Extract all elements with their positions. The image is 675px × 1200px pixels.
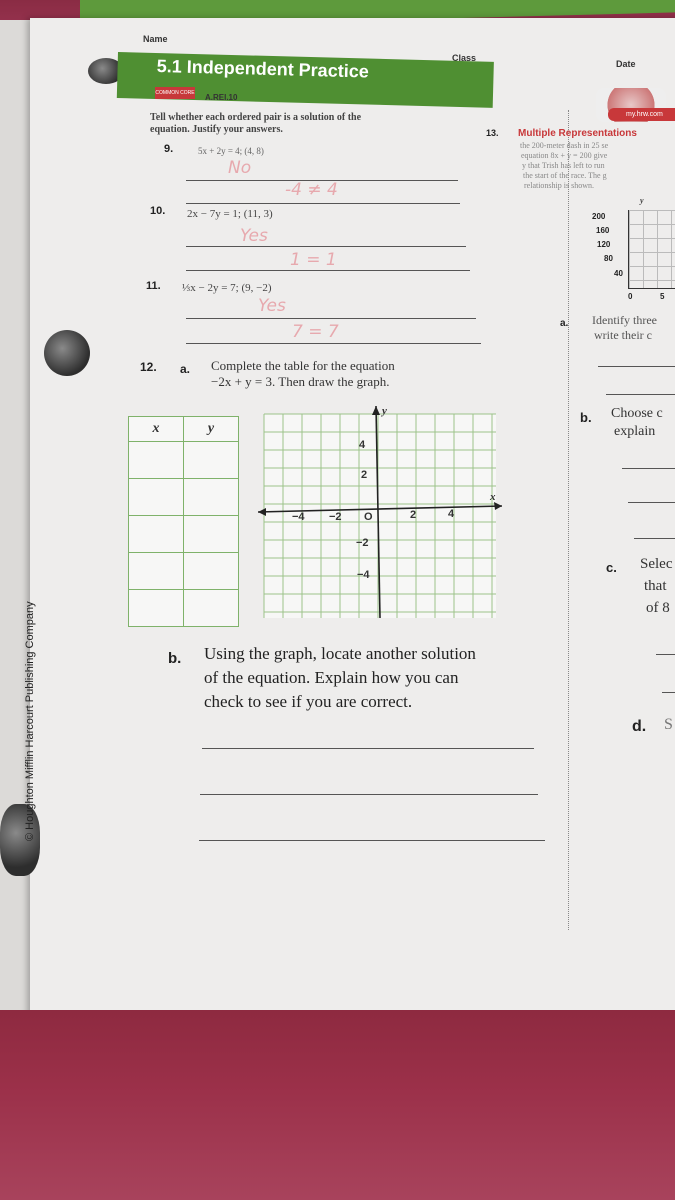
- problem-13-title: Multiple Representations: [518, 128, 637, 139]
- table-cell[interactable]: [184, 479, 239, 516]
- answer-line: [186, 343, 481, 344]
- answer-line[interactable]: [656, 654, 675, 655]
- y-tick-label: 4: [359, 439, 366, 451]
- problem-equation: 5x + 2y = 4; (4, 8): [198, 146, 264, 156]
- table-cell[interactable]: [129, 479, 184, 516]
- date-label: Date: [616, 59, 636, 69]
- graph-tick-label: 120: [597, 240, 611, 249]
- table-cell[interactable]: [184, 516, 239, 553]
- x-axis-arrow-icon: [258, 508, 266, 516]
- x-tick-label: 4: [448, 508, 455, 520]
- graph-tick-label: 0: [628, 292, 633, 301]
- part-label: c.: [606, 560, 617, 575]
- x-tick-label: −4: [292, 511, 305, 523]
- answer-line[interactable]: [628, 502, 675, 503]
- part-c-text: that: [644, 578, 667, 594]
- graph-tick-label: 40: [614, 269, 623, 278]
- answer-line: [186, 246, 466, 247]
- part-b-text: check to see if you are correct.: [204, 692, 413, 711]
- answer-line[interactable]: [199, 840, 545, 841]
- graph-axis-label: y: [640, 196, 644, 205]
- answer-line[interactable]: [662, 692, 675, 693]
- y-axis-label: y: [382, 405, 387, 417]
- xy-table: [128, 416, 239, 627]
- part-b-text: Choose c: [611, 406, 663, 421]
- coordinate-grid[interactable]: [258, 402, 510, 624]
- answer-line[interactable]: [598, 366, 675, 367]
- table-header-y: y: [184, 417, 239, 442]
- part-c-text: Selec: [640, 556, 673, 572]
- table-cell[interactable]: [184, 553, 239, 590]
- answer-line[interactable]: [634, 538, 675, 539]
- answer-line[interactable]: [200, 794, 538, 795]
- origin-label: O: [364, 511, 373, 523]
- x-tick-label: −2: [329, 511, 342, 523]
- part-b-text: Using the graph, locate another solution: [204, 644, 476, 663]
- handwritten-answer: 7 = 7: [292, 322, 339, 342]
- answer-line: [186, 203, 460, 204]
- graph-tick-label: 160: [596, 226, 610, 235]
- handwritten-answer: Yes: [258, 296, 286, 316]
- answer-line[interactable]: [622, 468, 675, 469]
- handwritten-answer: -4 ≠ 4: [285, 180, 338, 200]
- problem-13-text: the start of the race. The g: [523, 171, 607, 180]
- part-a-text: −2x + y = 3. Then draw the graph.: [211, 374, 390, 389]
- problem-number: 11.: [146, 280, 161, 292]
- table-cell[interactable]: [129, 516, 184, 553]
- x-axis-label: x: [490, 491, 496, 503]
- section-title: 5.1 Independent Practice: [156, 56, 370, 82]
- graph-tick-label: 5: [660, 292, 665, 301]
- problem-13-text: y that Trish has left to run: [522, 161, 605, 170]
- binder-hole-icon: [44, 330, 90, 376]
- standard-code: A.REI.10: [205, 93, 238, 102]
- y-tick-label: −2: [356, 537, 369, 549]
- instruction-line-1: Tell whether each ordered pair is a solution of the: [150, 112, 362, 123]
- instruction-line-2: equation. Justify your answers.: [150, 124, 283, 135]
- column-divider: [568, 110, 569, 930]
- x-axis-arrow-icon: [494, 502, 502, 510]
- copyright-text: © Houghton Mifflin Harcourt Publishing Company: [24, 601, 36, 841]
- part-a-text: write their c: [594, 328, 652, 342]
- part-c-text: of 8: [646, 600, 670, 616]
- problem-13-graph: [628, 210, 675, 289]
- graph-tick-label: 80: [604, 254, 613, 263]
- table-cell[interactable]: [129, 442, 184, 479]
- common-core-badge: COMMON CORE: [155, 87, 195, 99]
- part-a-text: Complete the table for the equation: [211, 358, 395, 373]
- part-b-text: of the equation. Explain how you can: [204, 668, 459, 687]
- problem-number: 10.: [150, 205, 166, 217]
- problem-number: 12.: [140, 360, 157, 374]
- class-label: Class: [452, 53, 477, 63]
- background-bottom: [0, 1010, 675, 1200]
- y-tick-label: 2: [361, 469, 368, 481]
- part-label: a.: [180, 362, 191, 376]
- handwritten-answer: 1 = 1: [290, 250, 337, 270]
- answer-line: [186, 318, 476, 319]
- table-cell[interactable]: [129, 553, 184, 590]
- part-label: d.: [632, 718, 647, 735]
- name-label: Name: [143, 34, 168, 44]
- part-a-text: Identify three: [592, 313, 657, 327]
- graph-tick-label: 200: [592, 212, 606, 221]
- handwritten-answer: Yes: [240, 226, 268, 246]
- problem-number: 13.: [486, 128, 499, 138]
- problem-number: 9.: [164, 143, 174, 155]
- answer-line[interactable]: [202, 748, 534, 749]
- y-tick-label: −4: [357, 569, 370, 581]
- table-cell[interactable]: [184, 590, 239, 627]
- problem-equation: 2x − 7y = 1; (11, 3): [187, 208, 273, 220]
- table-cell[interactable]: [129, 590, 184, 627]
- problem-13-text: equation 8x + y = 200 give: [521, 151, 608, 160]
- part-b-text: explain: [614, 424, 656, 439]
- y-axis-arrow-icon: [372, 406, 380, 415]
- problem-13-text: the 200-meter dash in 25 se: [520, 141, 609, 150]
- part-label: b.: [580, 410, 592, 425]
- answer-line[interactable]: [606, 394, 675, 395]
- part-label: b.: [168, 650, 182, 667]
- part-label: a.: [560, 318, 569, 329]
- x-tick-label: 2: [410, 509, 417, 521]
- problem-equation: ⅓x − 2y = 7; (9, −2): [182, 282, 272, 294]
- problem-13-text: relationship is shown.: [524, 181, 594, 190]
- table-header-x: x: [129, 417, 184, 442]
- handwritten-answer: No: [228, 158, 252, 178]
- answer-line: [186, 270, 470, 271]
- website-badge: my.hrw.com: [608, 108, 675, 121]
- part-d-text: S: [664, 716, 673, 733]
- table-cell[interactable]: [184, 442, 239, 479]
